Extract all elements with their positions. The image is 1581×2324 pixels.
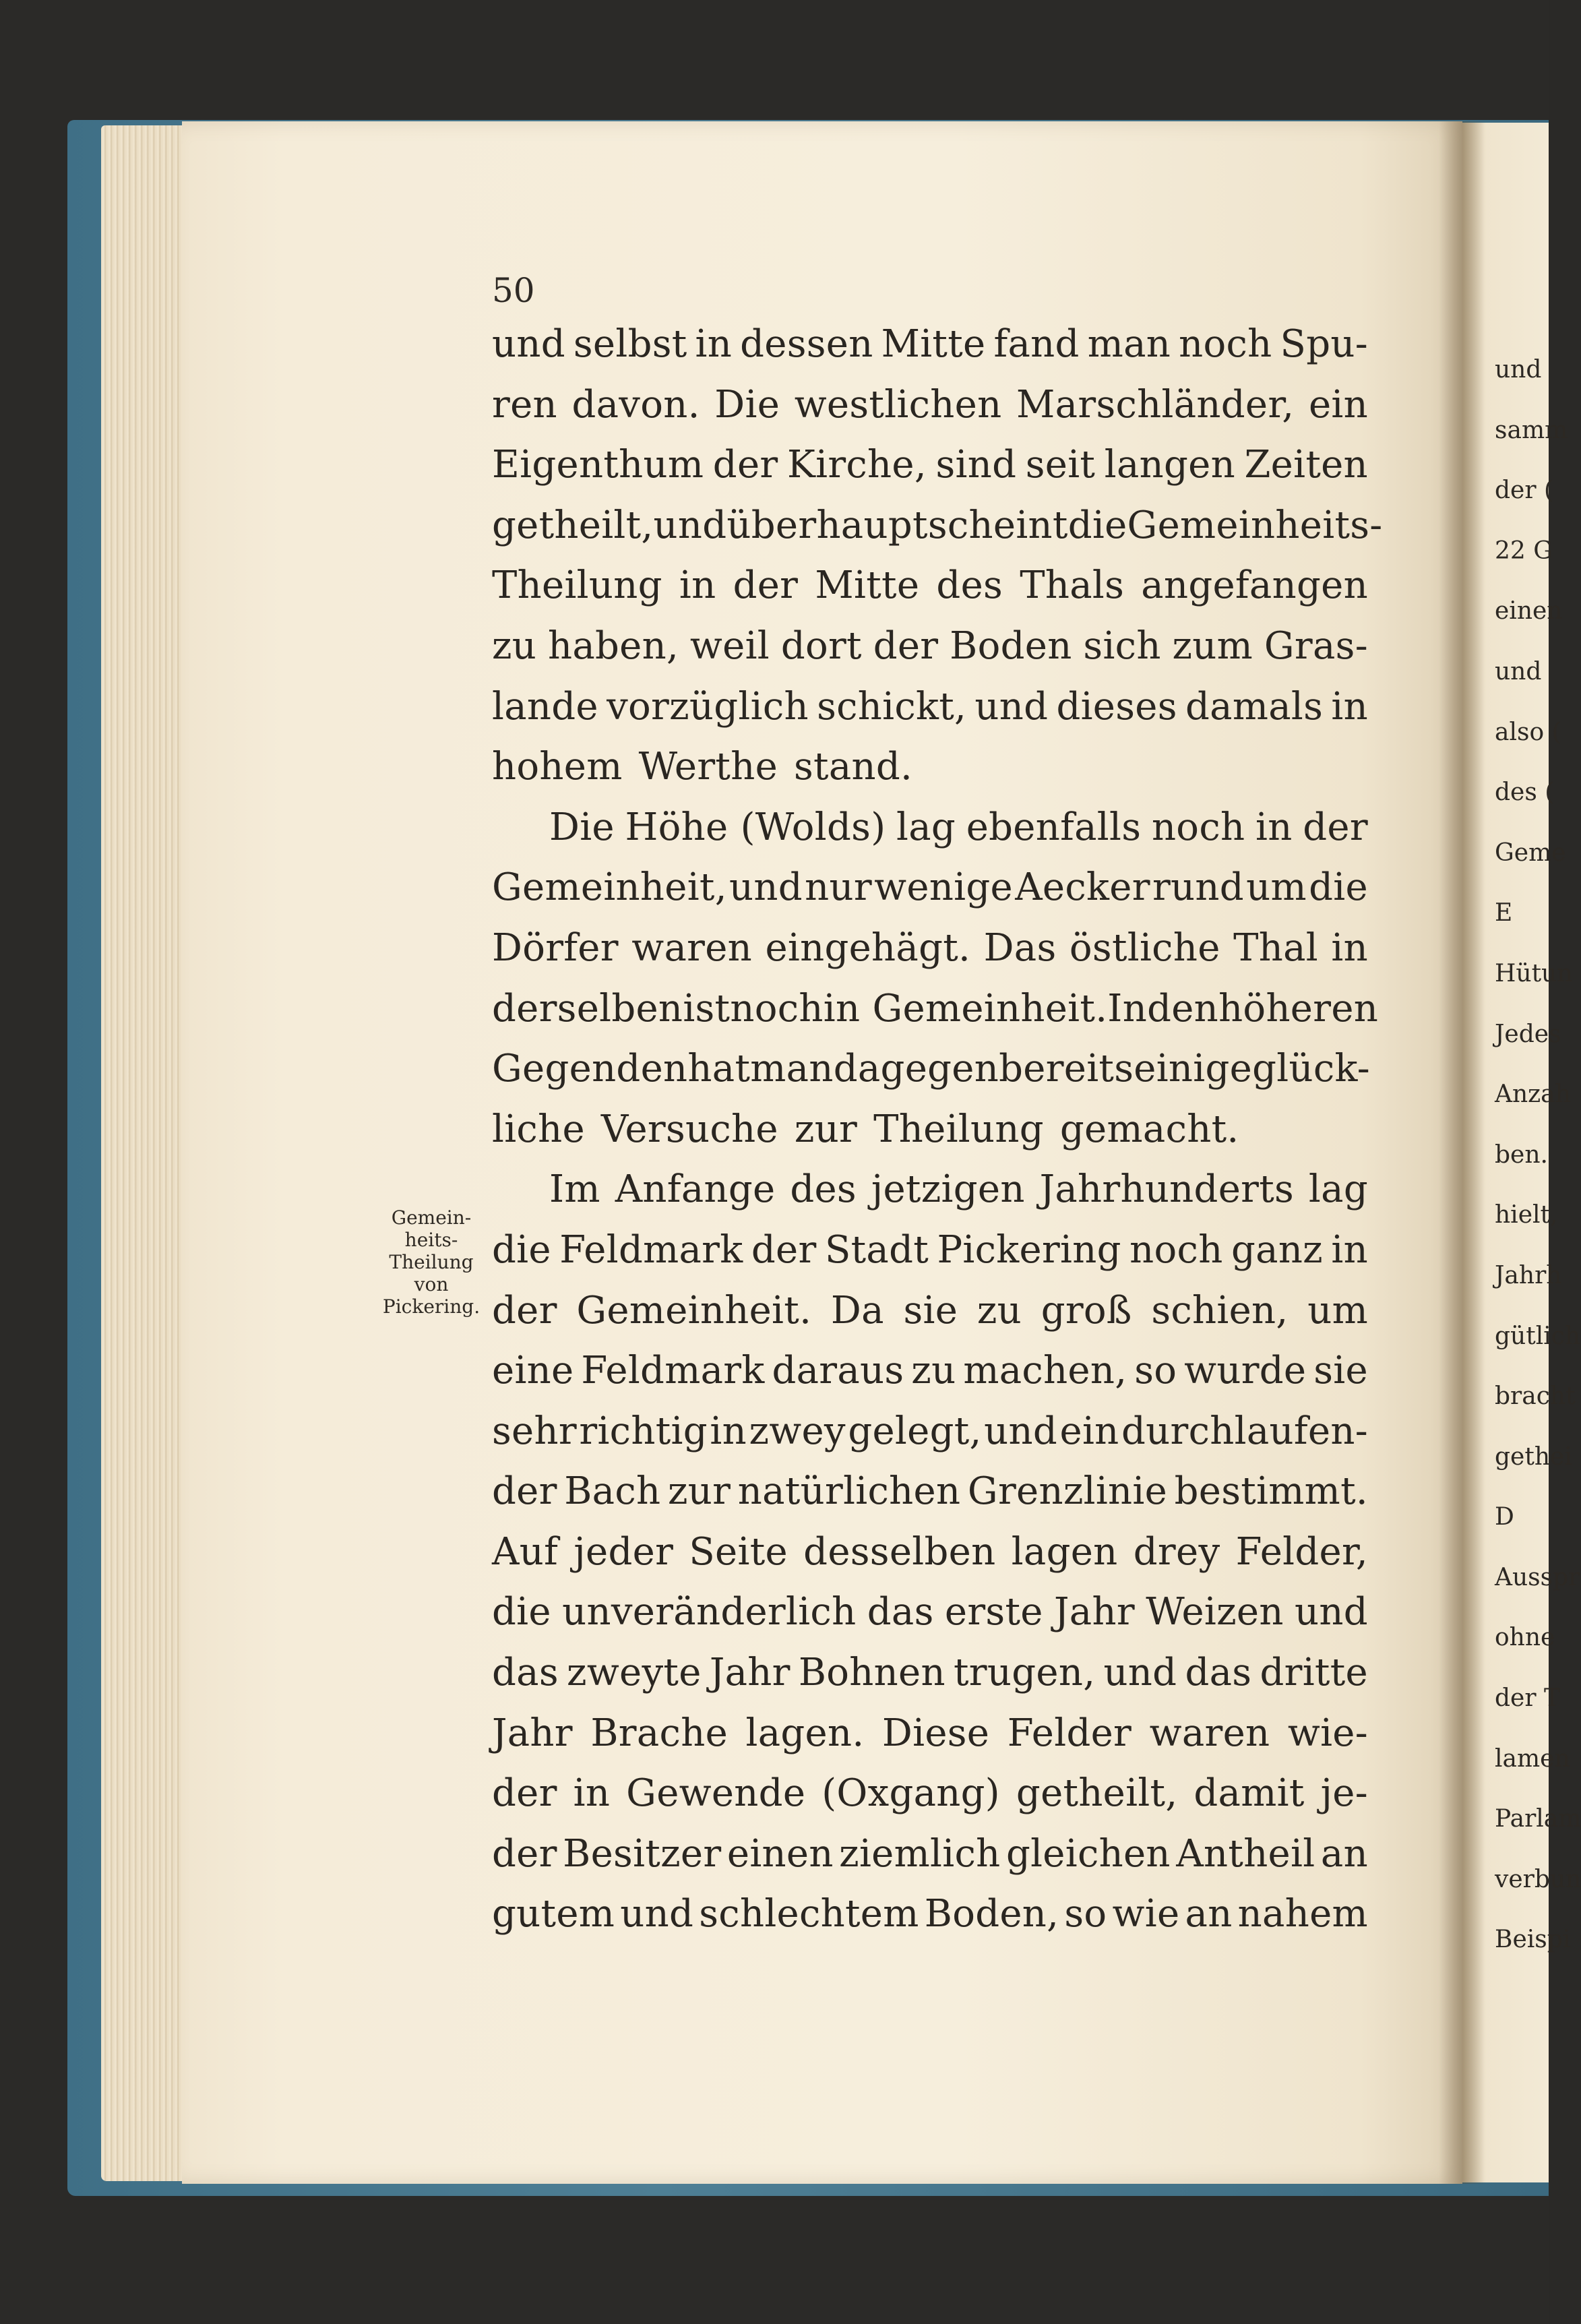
word: richtig	[579, 1409, 708, 1453]
facing-page-fragment: und	[1495, 657, 1542, 685]
word: zu	[492, 623, 537, 668]
word: so	[1064, 1892, 1107, 1936]
word: Boden,	[924, 1892, 1059, 1936]
facing-page-fragment: Ausspr	[1495, 1563, 1580, 1591]
word: scheint	[927, 503, 1068, 547]
word: eingehägt.	[765, 925, 971, 970]
word: drey	[1133, 1529, 1220, 1574]
word: des	[790, 1167, 857, 1212]
facing-page-fragment: Beispi	[1495, 1926, 1571, 1954]
text-line	[492, 1771, 1368, 1832]
text-line	[492, 1711, 1368, 1772]
marginal-note-line: Theilung	[389, 1251, 474, 1273]
word: und	[729, 865, 803, 910]
word: bestimmt.	[1174, 1469, 1368, 1514]
word: dritte	[1260, 1651, 1368, 1695]
text-line	[492, 322, 1368, 383]
text-line	[492, 1530, 1368, 1591]
word: liche	[492, 1107, 585, 1151]
word: an	[1185, 1892, 1233, 1936]
word: zu	[911, 1349, 956, 1393]
text-line	[492, 1167, 1368, 1228]
text-line	[492, 1409, 1368, 1470]
word: stand.	[794, 745, 913, 789]
word: Spu-	[1280, 322, 1368, 366]
word: in	[679, 563, 716, 608]
word: Besitzer	[563, 1831, 722, 1876]
word: gutem	[492, 1892, 615, 1936]
word: hat	[687, 1047, 751, 1091]
word: lagen.	[745, 1711, 865, 1755]
word: der	[751, 1227, 817, 1272]
word: Feldmark	[559, 1227, 743, 1272]
word: wie	[1112, 1892, 1180, 1936]
word: Boden	[950, 623, 1072, 668]
text-line	[492, 1349, 1368, 1409]
facing-page-text	[1495, 356, 1581, 1986]
facing-page-fragment: des (	[1495, 778, 1555, 807]
word: haben,	[547, 623, 679, 668]
word: und	[984, 1409, 1058, 1453]
word: und	[974, 684, 1049, 729]
word: gleichen	[1005, 1831, 1171, 1876]
word: in	[1331, 684, 1368, 729]
word: Diese	[881, 1711, 990, 1755]
facing-page-fragment: Anzah	[1495, 1080, 1571, 1109]
facing-page-fragment: D	[1495, 1503, 1514, 1531]
word: und	[1103, 1651, 1177, 1695]
word: in Gemeinheit.	[823, 986, 1108, 1031]
word: getheilt,	[1016, 1771, 1178, 1816]
word: nahem	[1237, 1892, 1368, 1936]
word: westlichen	[794, 382, 1002, 427]
word: Brache	[590, 1711, 728, 1755]
word: der	[492, 1469, 557, 1514]
word: je-	[1320, 1771, 1368, 1816]
word: ist	[683, 986, 731, 1031]
page-number: 50	[492, 271, 535, 310]
word: zur	[794, 1107, 858, 1151]
word: eine	[492, 1349, 574, 1393]
word: Theilung	[873, 1107, 1044, 1151]
word: Jahr	[1054, 1590, 1135, 1634]
facing-page-fragment: hielt,	[1495, 1201, 1558, 1229]
word: sind	[935, 443, 1017, 487]
word: in	[1256, 805, 1293, 849]
word: Marschländer,	[1016, 382, 1295, 427]
word: machen,	[963, 1349, 1127, 1393]
word: Theilung	[492, 563, 662, 608]
word: Thals	[1020, 563, 1125, 608]
word: ein	[1059, 1409, 1119, 1453]
word: der	[873, 623, 939, 668]
word: und	[492, 322, 565, 366]
word: davon.	[571, 382, 700, 427]
text-line	[492, 1832, 1368, 1893]
facing-page-fragment: ben.	[1495, 1140, 1548, 1169]
word: ganz	[1231, 1227, 1323, 1272]
text-line	[492, 926, 1368, 987]
word: zur	[667, 1469, 731, 1514]
text-line	[492, 1107, 1368, 1168]
facing-page-fragment: Geme	[1495, 838, 1566, 867]
facing-page-fragment: 22 G	[1495, 537, 1553, 565]
facing-page-fragment: verbun	[1495, 1865, 1581, 1893]
word: Seite	[689, 1529, 788, 1574]
word: Dörfer	[492, 925, 619, 970]
word: die	[1309, 865, 1368, 910]
word: Gegenden	[492, 1047, 688, 1091]
word: der	[492, 1288, 557, 1333]
facing-page-fragment: und	[1495, 356, 1542, 384]
word: ebenfalls	[966, 805, 1142, 849]
word: und	[1295, 1590, 1368, 1634]
word: das	[492, 1651, 559, 1695]
word: die	[492, 1227, 551, 1272]
word: das	[1185, 1651, 1252, 1695]
facing-page-fragment: E	[1495, 899, 1513, 927]
word: wurde	[1184, 1349, 1307, 1393]
word: seit	[1025, 443, 1096, 487]
word: Gemeinheits-	[1127, 503, 1383, 547]
marginal-note-line: heits-	[404, 1229, 458, 1251]
word: natürlichen	[737, 1469, 961, 1514]
text-line	[492, 383, 1368, 444]
gutter-shadow	[1439, 121, 1486, 2184]
word: vorzüglich	[607, 684, 809, 729]
word: Bach	[564, 1469, 661, 1514]
body-text	[492, 322, 1383, 1953]
word: gelegt,	[848, 1409, 982, 1453]
text-line	[492, 624, 1368, 685]
text-line	[492, 443, 1368, 503]
facing-page-fragment: Parlam	[1495, 1805, 1581, 1833]
word: Eigenthum	[492, 443, 704, 487]
text-line	[492, 1651, 1368, 1711]
word: man	[750, 1047, 834, 1091]
text-line	[492, 1892, 1368, 1953]
word: glück-	[1252, 1047, 1370, 1091]
facing-page-fragment: ohne	[1495, 1624, 1555, 1652]
word: Felder,	[1235, 1529, 1368, 1574]
word: Mitte	[815, 563, 920, 608]
marginal-note-line: Gemein-	[391, 1206, 472, 1229]
word: Pickering	[937, 1227, 1121, 1272]
word: waren	[1149, 1711, 1270, 1755]
word: Gemeinheit,	[492, 865, 727, 910]
word: Grenzlinie	[967, 1469, 1168, 1514]
word: nur	[805, 865, 872, 910]
word: zum	[1172, 623, 1253, 668]
word: Feldmark	[581, 1349, 765, 1393]
facing-page-fragment: lamen	[1495, 1744, 1570, 1773]
word: damals	[1185, 684, 1324, 729]
word: in	[1331, 925, 1368, 970]
word: lande	[492, 684, 598, 729]
word: Stadt	[824, 1227, 929, 1272]
word: man	[1087, 322, 1171, 366]
facing-page-fragment: samm	[1495, 416, 1568, 444]
text-line	[492, 563, 1368, 624]
word: erste	[944, 1590, 1043, 1634]
word: wenige	[874, 865, 1013, 910]
word: Felder	[1007, 1711, 1132, 1755]
word: Jahr	[492, 1711, 573, 1755]
word: desselben	[803, 1529, 996, 1574]
word: Antheil	[1176, 1831, 1315, 1876]
word: dort	[780, 623, 862, 668]
word: den	[1147, 986, 1219, 1031]
marginal-note-line: von	[414, 1273, 449, 1295]
word: unveränderlich	[562, 1590, 857, 1634]
word: waren	[631, 925, 753, 970]
word: der	[492, 1831, 557, 1876]
word: schickt,	[817, 684, 967, 729]
word: schlechtem	[699, 1892, 919, 1936]
facing-page-fragment: Jedes	[1495, 1020, 1561, 1048]
word: sich	[1083, 623, 1161, 668]
facing-page-fragment: Jahrh	[1495, 1261, 1562, 1289]
text-line	[492, 1228, 1368, 1289]
word: ziemlich	[839, 1831, 1001, 1876]
word: lagen	[1011, 1529, 1118, 1574]
facing-page-fragment: gütlich	[1495, 1322, 1581, 1350]
word: zweyte	[567, 1651, 702, 1695]
word: dieses	[1056, 684, 1177, 729]
word: damit	[1194, 1771, 1305, 1816]
word: (Oxgang)	[822, 1771, 1000, 1816]
word: noch	[1179, 322, 1272, 366]
word: hohem	[492, 745, 623, 789]
word: die	[492, 1590, 551, 1634]
word: östliche	[1069, 925, 1220, 970]
word: Kirche,	[786, 443, 927, 487]
word: schien,	[1151, 1288, 1289, 1333]
word: um	[1307, 1288, 1368, 1333]
word: langen	[1104, 443, 1235, 487]
text-line	[492, 1047, 1368, 1107]
marginal-note	[367, 1206, 495, 1318]
word: zu	[976, 1288, 1022, 1333]
word: Zeiten	[1244, 443, 1368, 487]
word: überhaupt	[726, 503, 928, 547]
word: das	[867, 1590, 934, 1634]
word: derselben	[492, 986, 683, 1031]
word: jeder	[574, 1529, 674, 1574]
word: noch	[1151, 805, 1245, 849]
word: und	[620, 1892, 694, 1936]
text-line	[492, 986, 1379, 1047]
word: Thal	[1233, 925, 1318, 970]
word: in	[695, 322, 733, 366]
word: rund	[1152, 865, 1244, 910]
word: jetzigen	[871, 1167, 1025, 1212]
word: gemacht.	[1059, 1107, 1239, 1151]
facing-page-fragment: also (	[1495, 718, 1561, 746]
text-line	[492, 685, 1368, 745]
text-line	[492, 805, 1368, 866]
word: Die	[549, 805, 615, 849]
word: getheilt,	[492, 503, 654, 547]
word: daraus	[772, 1349, 904, 1393]
word: In	[1107, 986, 1148, 1031]
facing-page-fragment: einen	[1495, 597, 1563, 625]
word: fand	[993, 322, 1080, 366]
word: wie-	[1287, 1711, 1368, 1755]
word: so	[1134, 1349, 1177, 1393]
word: Das	[983, 925, 1057, 970]
word: der	[712, 443, 778, 487]
word: noch	[730, 986, 824, 1031]
word: in	[710, 1409, 747, 1453]
facing-page-fragment: Hütun	[1495, 959, 1573, 987]
word: zwey	[749, 1409, 846, 1453]
word: lag	[896, 805, 956, 849]
facing-page-fragment: gethei	[1495, 1442, 1572, 1471]
word: ren	[492, 382, 557, 427]
word: angefangen	[1141, 563, 1368, 608]
word: Da	[830, 1288, 884, 1333]
word: und	[653, 503, 727, 547]
word: der	[492, 1771, 557, 1816]
word: lag	[1308, 1167, 1368, 1212]
word: sie	[1313, 1349, 1368, 1393]
word: bereits	[999, 1047, 1134, 1091]
word: der	[1303, 805, 1368, 849]
word: um	[1246, 865, 1307, 910]
text-line	[492, 1469, 1368, 1530]
text-line	[492, 1289, 1368, 1349]
word: Mitte	[881, 322, 986, 366]
word: Versuche	[600, 1107, 778, 1151]
word: groß	[1041, 1288, 1132, 1333]
word: Gras-	[1264, 623, 1368, 668]
word: weil	[689, 623, 770, 668]
word: Die	[714, 382, 780, 427]
page-edges	[101, 125, 195, 2181]
word: Gemeinheit.	[576, 1288, 812, 1333]
word: einige	[1134, 1047, 1253, 1091]
marginal-note-line: Pickering.	[382, 1295, 480, 1318]
word: trugen,	[954, 1651, 1096, 1695]
word: Jahr	[709, 1651, 790, 1695]
facing-page-fragment: bracht	[1495, 1382, 1576, 1411]
word: in	[1331, 1227, 1368, 1272]
text-line	[492, 1590, 1368, 1651]
word: an	[1320, 1831, 1368, 1876]
word: Im	[549, 1167, 600, 1212]
word: ein	[1308, 382, 1368, 427]
facing-page-fragment: der T	[1495, 1684, 1561, 1713]
word: des	[936, 563, 1003, 608]
word: Bohnen	[798, 1651, 946, 1695]
word: Auf	[492, 1529, 559, 1574]
facing-page-fragment: der (	[1495, 477, 1554, 505]
word: der	[733, 563, 799, 608]
word: die	[1067, 503, 1127, 547]
text-line	[492, 865, 1368, 926]
word: einen	[726, 1831, 834, 1876]
word: sie	[903, 1288, 958, 1333]
word: in	[573, 1771, 611, 1816]
word: Werthe	[638, 745, 778, 789]
word: Gewende	[626, 1771, 806, 1816]
word: noch	[1129, 1227, 1223, 1272]
word: selbst	[573, 322, 687, 366]
text-line	[492, 745, 1368, 805]
word: Anfange	[615, 1167, 776, 1212]
word: Jahrhunderts	[1039, 1167, 1295, 1212]
word: dagegen	[833, 1047, 999, 1091]
word: höheren	[1218, 986, 1379, 1031]
word: durchlaufen-	[1121, 1409, 1368, 1453]
word: Höhe (Wolds)	[625, 805, 886, 849]
word: dessen	[740, 322, 873, 366]
text-line	[492, 503, 1383, 564]
word: Aecker	[1015, 865, 1150, 910]
word: Weizen	[1146, 1590, 1284, 1634]
word: sehr	[492, 1409, 577, 1453]
